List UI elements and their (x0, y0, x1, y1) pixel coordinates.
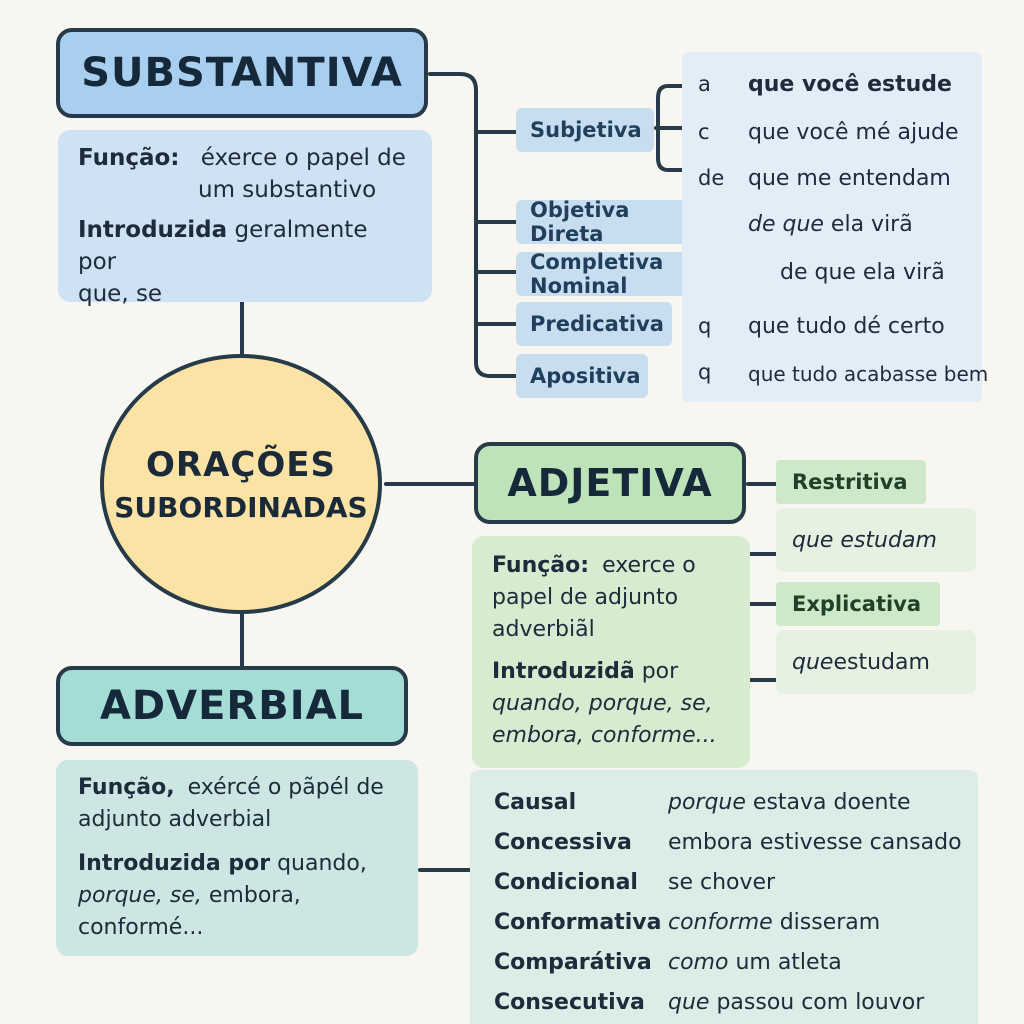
example-apositiva: que tudo acabasse bem (748, 362, 989, 386)
adv-intro-label: Introduzida por (78, 851, 271, 876)
example-predicativa: que tudo dé certo (748, 314, 945, 339)
adv-type-example-em: que (668, 989, 710, 1015)
adv-intro-text-2-rest: embora, (201, 883, 301, 908)
adv-type-name: Comparátiva (494, 949, 652, 975)
adv-type-example-em: conforme (668, 909, 773, 935)
tag-completiva-nominal: Completiva Nominal (516, 252, 768, 296)
example-subjetiva-3: que me entendam (748, 166, 951, 191)
adv-type-name: Consecutiva (494, 989, 645, 1015)
example-restritiva: que estudam (776, 508, 976, 572)
adv-type-name: Condicional (494, 869, 638, 895)
tag-explicativa: Explicativa (776, 582, 940, 626)
adv-type-name: Causal (494, 789, 577, 815)
adv-type-example-em: como (668, 949, 729, 975)
adv-intro-text: quando, (277, 851, 367, 876)
adv-type-row (494, 902, 974, 942)
adv-funcao-text-2: adjunto adverbial (78, 807, 272, 832)
tag-predicativa: Predicativa (516, 302, 672, 346)
example-objetiva (748, 212, 913, 237)
funcao-text: éxerce o papel de (200, 145, 406, 171)
adj-funcao-text-3: adverbiãl (492, 617, 595, 642)
adverbial-info-box (56, 760, 418, 956)
tag-apositiva: Apositiva (516, 354, 648, 398)
example-label-c: c (698, 120, 710, 144)
adverbial-types-list (494, 782, 974, 1022)
adjetiva-title: ADJETIVA (474, 442, 746, 524)
adv-intro-text-3: conformé... (78, 915, 204, 940)
adj-intro-text-3: embora, conforme... (492, 723, 717, 748)
adv-type-name: Conformativa (494, 909, 662, 935)
adv-type-row (494, 782, 974, 822)
example-subjetiva-1: que você estude (748, 72, 952, 97)
adjetiva-info-box (472, 536, 750, 768)
funcao-text-2: um substantivo (198, 177, 377, 203)
adv-type-example: um atleta (728, 949, 842, 975)
adj-funcao-text: exerce o (602, 553, 696, 578)
example-label-de: de (698, 166, 725, 190)
center-circle (100, 354, 382, 614)
substantiva-title: SUBSTANTIVA (56, 28, 428, 118)
adv-type-row (494, 822, 974, 862)
funcao-label: Função: (78, 145, 180, 171)
tag-objetiva-direta: Objetiva Direta (516, 200, 712, 244)
adv-funcao-text: exércé o pãpél de (187, 775, 384, 800)
example-explicativa (776, 630, 976, 694)
example-objetiva-rest: ela virã (823, 212, 913, 237)
adj-intro-label: Introduzidã (492, 659, 635, 684)
adj-funcao-text-2: papel de adjunto (492, 585, 679, 610)
adv-type-example: se chover (668, 869, 776, 895)
example-explicativa-em: que (792, 649, 834, 675)
tag-subjetiva: Subjetiva (516, 108, 654, 152)
adj-intro-text: por (641, 659, 679, 684)
example-label-q2: q (698, 360, 712, 384)
substantiva-info-box (58, 130, 432, 307)
adv-funcao-label: Função, (78, 775, 175, 800)
example-completiva: de que ela virã (780, 260, 945, 285)
tag-restritiva: Restritiva (776, 460, 926, 504)
adv-type-example: embora estivesse cansado (668, 829, 962, 855)
adv-type-row (494, 942, 974, 982)
adv-type-row (494, 982, 974, 1022)
adj-intro-text-2: quando, porque, se, (492, 691, 713, 716)
intro-label: Introduzida (78, 217, 228, 243)
adv-type-name: Concessiva (494, 829, 632, 855)
adverbial-title: ADVERBIAL (56, 666, 408, 746)
example-label-q1: q (698, 314, 712, 338)
adv-type-example: passou com louvor (709, 989, 925, 1015)
intro-text: geralmente por (78, 217, 368, 275)
center-title-line1: ORAÇÕES (146, 444, 336, 485)
adj-funcao-label: Função: (492, 553, 590, 578)
example-subjetiva-2: que você mé ajude (748, 120, 959, 145)
center-title-line2: SUBORDINADAS (114, 490, 368, 524)
adv-type-example-em: porque (668, 789, 746, 815)
adv-type-example: disseram (772, 909, 881, 935)
adv-intro-text-2-em: porque, se, (78, 883, 202, 908)
example-explicativa-rest: estudam (833, 649, 930, 675)
example-label-a: a (698, 72, 711, 96)
adv-type-row (494, 862, 974, 902)
example-objetiva-em: de que (748, 212, 824, 237)
intro-text-2: que, se (78, 281, 163, 307)
adv-type-example: estava doente (745, 789, 911, 815)
